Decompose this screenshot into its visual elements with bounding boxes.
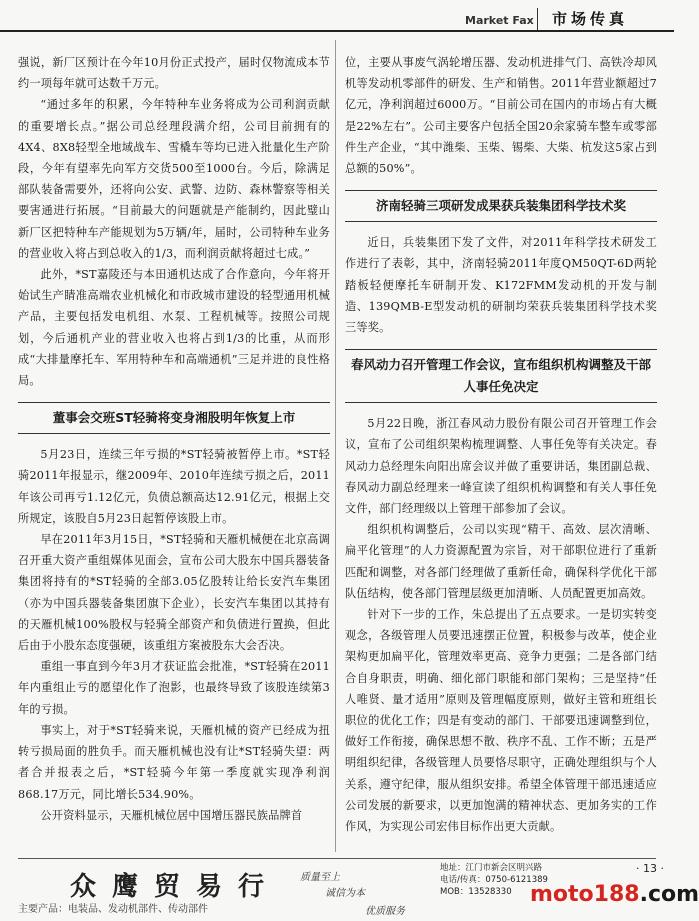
slogan-integrity: 诚信为本 bbox=[325, 888, 365, 899]
paragraph: 事实上，对于*ST轻骑来说，天雁机械的资产已经成为扭转亏损局面的胜负手。而天雁机械也没有让*ST轻骑失望：两者合并报表之后，*ST轻骑今年第一季度就实现净利润868.17万元，同比增长534.90%。 bbox=[18, 723, 330, 801]
paragraph: 组织机构调整后，公司以实现“精干、高效、层次清晰、扁平化管理”的人力资源配置为宗旨，对干部职位进行了重新匹配和调整，对各部门经理做了重新任命，确保科学优化干部队伍结构，使各部门管理层级更加清晰、人员配置更加高效。 bbox=[345, 523, 657, 600]
paragraph: 位，主要从事废气涡轮增压器、发动机进排气门、高铁冷却风机等发动机零部件的研发、生产和销售。2011年营业额超过7亿元，净利润超过6000万。“目前公司在国内的市场占有大概是22%左右”。公司主要客户包括全国20余家骑车整车或零部件生产企业，“其中潍柴、玉柴、锡柴、大柴、杭发这5家占到总额的50%”。 bbox=[345, 56, 657, 176]
paragraph: 近日，兵装集团下发了文件，对2011年科学技术研发工作进行了表彰，其中，济南轻骑2011年度QM50QT-6D两轮踏板轻便摩托车研制开发、K172FMM发动机的开发与制造、139QMB-E型发动机的研制均荣获兵装集团科学技术奖三等奖。 bbox=[345, 236, 657, 335]
mobile: MOB：13528330 bbox=[440, 887, 512, 897]
slogan-quality: 质量至上 bbox=[300, 872, 340, 883]
paragraph: 早在2011年3月15日，*ST轻骑和天雁机械便在北京高调召开重大资产重组媒体见面会，宣布公司大股东中国兵器装备集团将持有的*ST轻骑的全部3.05亿股转让给长安汽车集团（亦为中国兵器装备集团旗下企业），长安汽车集团以其持有的天雁机械100%股权与轻骑全部资产和负债进行置换，但此后由于小股东态度强硬，该重组方案被股东大会否决。 bbox=[18, 533, 330, 653]
footer-rule bbox=[18, 858, 656, 859]
paragraph: 5月22日晚，浙江春风动力股份有限公司召开管理工作会议，宣布了公司组织架构梳理调整、人事任免等有关决定。春风动力总经理朱向阳出席会议并做了重要讲话，集团副总裁、春风动力副总经理来一峰宣读了组织机构调整和有关人事任免文件，部门经理级以上管理干部参加了会议。 bbox=[345, 417, 657, 516]
header-separator bbox=[537, 8, 538, 30]
left-column bbox=[18, 52, 330, 826]
paragraph: 重组一事直到今年3月才获证监会批准，*ST轻骑在2011年内重组止亏的愿望化作了泡影，也最终导致了该股连续第3年的亏损。 bbox=[18, 660, 330, 716]
main-products: 主要产品：电装品、发动机部件、传动部件 bbox=[18, 904, 208, 915]
company-name: 众鹰贸易行 bbox=[70, 872, 281, 902]
article-headline-jinan-qingqi: 济南轻骑三项研发成果获兵装集团科学技术奖 bbox=[345, 190, 657, 222]
section-title: 市场传真 bbox=[552, 10, 629, 28]
paragraph: 强说，新厂区预计在今年10月份正式投产，届时仅物流成本节约一项每年就可达数千万元。 bbox=[18, 56, 330, 91]
article-headline-cfmoto: 春风动力召开管理工作会议，宣布组织机构调整及干部人事任免决定 bbox=[345, 349, 657, 403]
phone-fax: 电话/传真：0750-6121389 bbox=[440, 875, 548, 885]
paragraph: “通过多年的积累，今年特种车业务将成为公司利润贡献的重要增长点。”据公司总经理段满介绍，公司目前拥有的4X4、8X8轻型全地域战车、雪橇车等均已进入批量化生产阶段，今年有望率先向军方交货500至1000台。今后，除满足部队装备需要外，还将向公安、武警、边防、森林警察等相关要害通进行拓展。“目前最大的问题就是产能制约，因此璧山新厂区把特种车产能规划为5万辆/年，届时，公司特种车业务的营业收入将占到总收入的1/3，而利润贡献将超过七成。” bbox=[18, 98, 330, 260]
slogan-service: 优质服务 bbox=[365, 906, 405, 917]
paragraph: 公开资料显示，天雁机械位居中国增压器民族品牌首 bbox=[40, 808, 303, 822]
header-rule bbox=[0, 30, 674, 32]
right-column bbox=[345, 52, 657, 837]
column-divider bbox=[335, 40, 336, 852]
page-header bbox=[0, 0, 674, 42]
address: 地址：江门市新会区明兴路 bbox=[440, 863, 543, 873]
advert-footer bbox=[0, 858, 699, 921]
paragraph: 此外，*ST嘉陵还与本田通机达成了合作意向，今年将开始试生产睛准高端农业机械化和市政城市建设的轻型通用机械产品，主要包括发电机组、水泵、工程机械等。按照公司规划，今后通机产业的营业收入也将占到1/3的比重，从而形成“大排量摩托车、军用特种车和高端通机”三足并进的良性格局。 bbox=[18, 268, 330, 388]
magazine-name-en: Market Fax bbox=[465, 14, 534, 27]
website-watermark: moto188.com bbox=[530, 882, 699, 907]
article-headline-st-qingqi: 董事会交班ST轻骑将变身湘股明年恢复上市 bbox=[18, 402, 330, 434]
page-number: · 13 · bbox=[636, 862, 664, 875]
paragraph: 5月23日，连续三年亏损的*ST轻骑被暂停上市。*ST轻骑2011年报显示，继2009年、2010年连续亏损之后，2011年该公司再亏1.12亿元，负债总额高达12.91亿元，根据上交所规定，该股自5月23日起暂停该股上市。 bbox=[18, 448, 330, 525]
paragraph: 针对下一步的工作，朱总提出了五点要求。一是切实转变观念，各级管理人员要迅速摆正位置，积极参与改革，使企业架构更加扁平化，管理效率更高、竞争力更强；二是各部门结合自身职责，明确、细化部门职能和部门架构；三是坚持“任人唯贤、量才适用”原则及管理幅度原则，做好主管和班组长职位的优化工作；四是有变动的部门、干部要迅速调整到位，做好工作衔接，确保思想不散、秩序不乱、工作不断；五是严明组织纪律，各级管理人员要恪尽职守，正确处理组织与个人关系，遵守纪律，服从组织安排。希望全体管理干部迅速适应公司发展的新要求，以更加饱满的精神状态、更加务实的工作作风，为实现公司宏伟目标作出更大贡献。 bbox=[345, 608, 657, 834]
